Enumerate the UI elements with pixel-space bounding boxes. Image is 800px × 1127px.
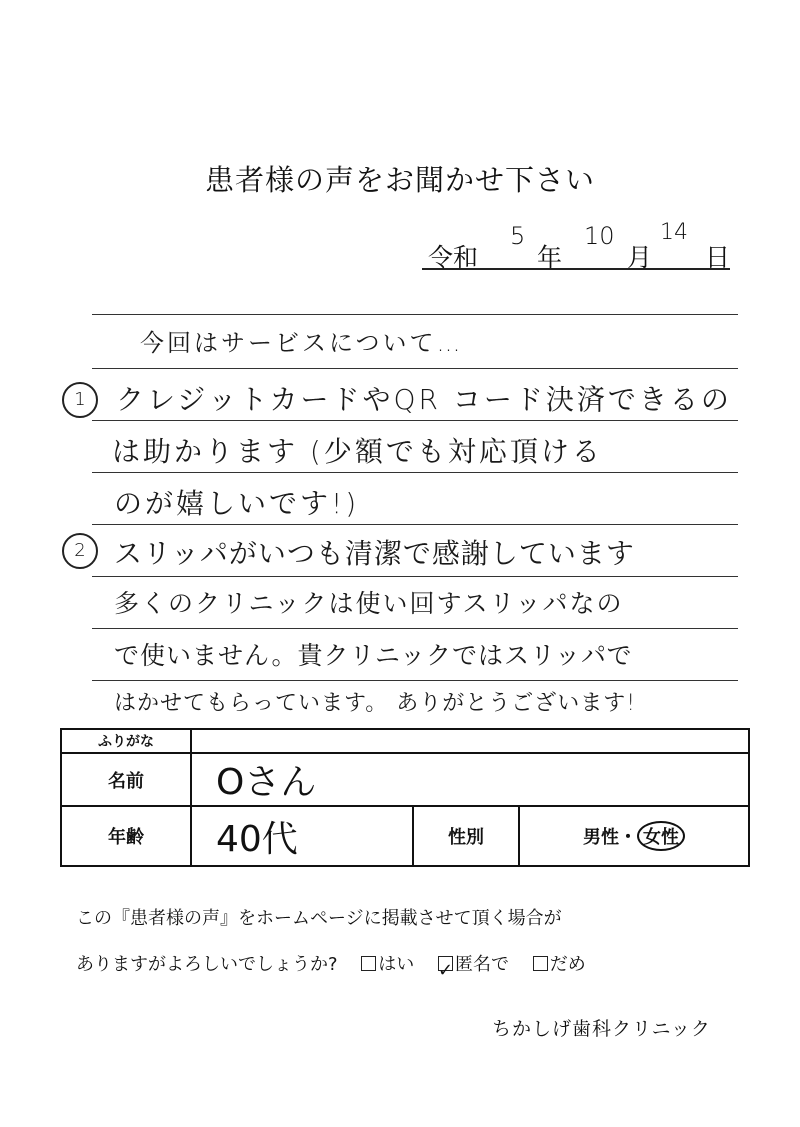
gender-separator: ・ [619,827,637,848]
date-month-unit: 月 [627,243,653,272]
checkbox-icon[interactable] [361,956,376,971]
handwritten-comment-line: スリッパがいつも清潔で感謝しています [114,537,635,570]
item-number-marker: 2 [62,533,98,569]
handwritten-comment-line: クレジットカードやQR コード決済できるの [116,383,732,416]
consent-option-anonymous[interactable] [438,954,509,975]
consent-option-yes[interactable] [361,954,414,975]
handwritten-comment-line: で使いません。貴クリニックではスリッパで [114,641,633,670]
date-year: 5 [510,222,526,250]
comment-ruled-area [92,0,738,730]
ruled-line [92,472,738,473]
gender-field[interactable] [519,806,749,866]
survey-title: 患者様の声をお聞かせ下さい [204,163,595,197]
date-month: 10 [584,222,615,250]
ruled-line [92,524,738,525]
option-anonymous-label: 匿名で [455,954,510,975]
date-day-unit: 日 [705,243,731,272]
consent-question-line [76,942,756,988]
ruled-line [92,420,738,421]
clinic-name: ちかしげ歯科クリニック [492,1018,711,1040]
handwritten-comment-line: はかせてもらっています。 ありがとうございます! [114,691,637,716]
handwritten-comment-line: は助かります (少額でも対応頂ける [112,435,603,468]
age-field[interactable]: 40代 [191,806,413,866]
ruled-line [92,628,738,629]
name-field[interactable]: Oさん [191,753,749,806]
furigana-field[interactable] [191,729,749,753]
option-yes-label: はい [378,954,415,975]
handwritten-comment-line: のが嬉しいです!) [114,487,360,520]
gender-female-option[interactable]: 女性 [637,821,685,851]
name-label: 名前 [61,753,191,806]
checkbox-checked-icon[interactable] [438,956,453,971]
date-day: 14 [660,220,688,245]
handwritten-comment-line: 多くのクリニックは使い回すスリッパなの [114,589,624,618]
date-era: 令和 [428,243,479,272]
checkbox-icon[interactable] [533,956,548,971]
publication-consent [76,896,756,988]
ruled-line [92,314,738,315]
option-no-label: だめ [549,954,586,975]
age-label: 年齢 [61,806,191,866]
handwritten-comment-line: 今回はサービスについて… [140,329,464,357]
ruled-line [92,576,738,577]
consent-text-line: この『患者様の声』をホームページに掲載させて頂く場合が [76,908,562,929]
date-year-unit: 年 [537,243,563,272]
item-number-marker: 1 [62,382,98,418]
gender-male-option[interactable]: 男性 [583,827,619,848]
patient-info-table [60,728,750,867]
gender-label: 性別 [413,806,519,866]
ruled-line [92,368,738,369]
consent-question: ありますがよろしいでしょうか? [76,954,338,975]
consent-option-no[interactable] [533,954,586,975]
furigana-label: ふりがな [61,729,191,753]
ruled-line [92,680,738,681]
